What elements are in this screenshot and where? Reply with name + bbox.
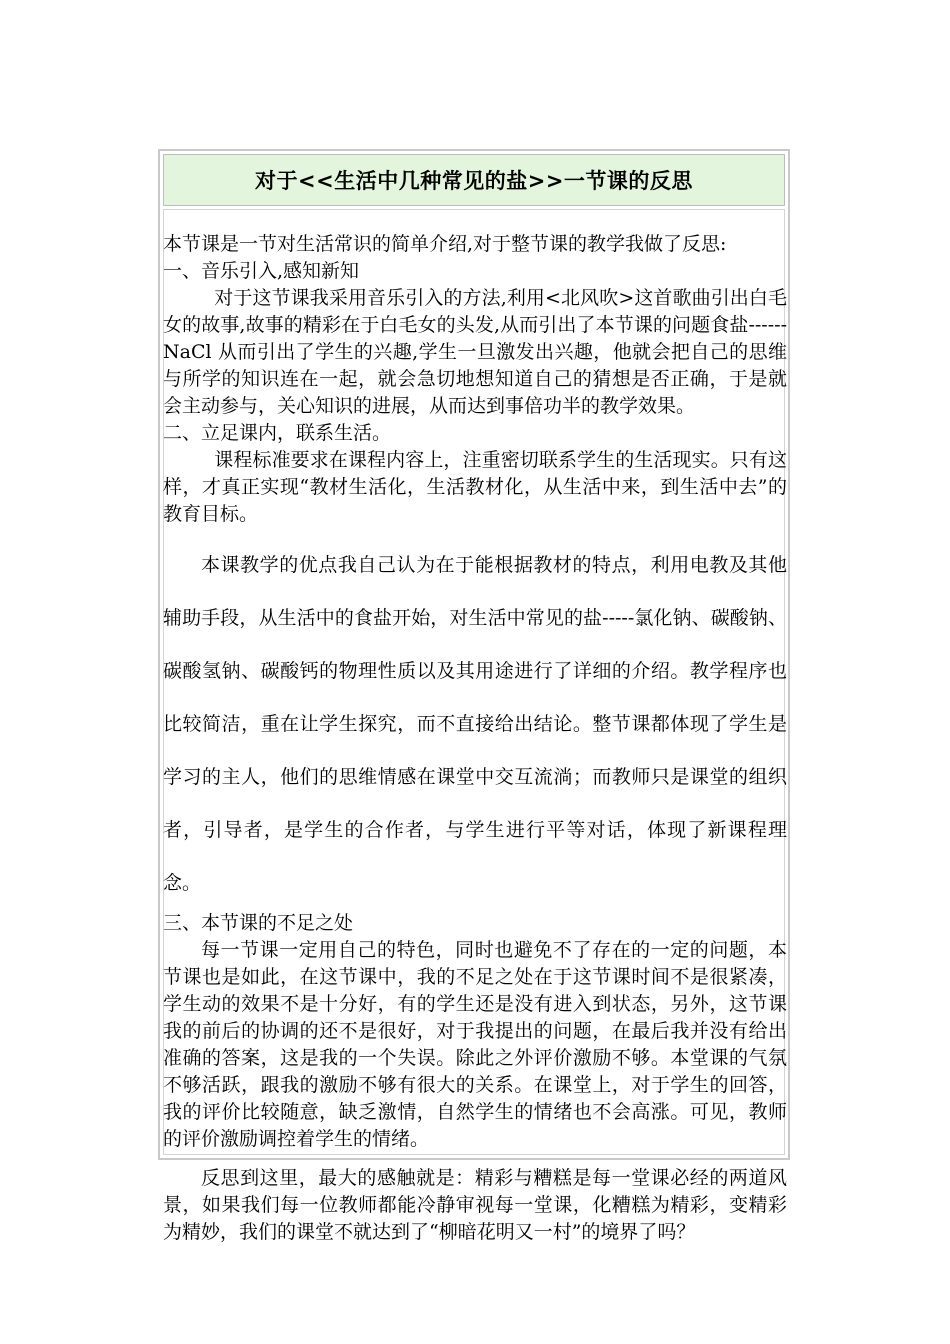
article-body	[163, 231, 787, 1246]
section-1-paragraph-1: 对于这节课我采用音乐引入的方法,利用<北风吹>这首歌曲引出白毛女的故事,故事的精彩在于白毛女的头发,从而引出了本节课的问题食盐------NaCl 从而引出了学生的兴趣,学生一旦激发出兴趣，他就会把自己的思维与所学的知识连在一起，就会急切地想知道自己的猜想是否正确，于是就会主动参与，关心知识的进展，从而达到事倍功半的教学效果。	[163, 287, 787, 417]
section-2-paragraph-2: 本课教学的优点我自己认为在于能根据教材的特点，利用电教及其他辅助手段，从生活中的食盐开始，对生活中常见的盐-----氯化钠、碳酸钠、碳酸氢钠、碳酸钙的物理性质以及其用途进行了详细的介绍。教学程序也比较简洁，重在让学生探究，而不直接给出结论。整节课都体现了学生是学习的主人，他们的思维情感在课堂中交互流淌；而教师只是课堂的组织者，引导者，是学生的合作者，与学生进行平等对话，体现了新课程理念。	[163, 554, 787, 894]
section-heading-2: 二、立足课内，联系生活。	[163, 422, 392, 444]
section-3-paragraph-1: 每一节课一定用自己的特色，同时也避免不了存在的一定的问题，本节课也是如此，在这节课中，我的不足之处在于这节课时间不是很紧凑，学生动的效果不是十分好，有的学生还是没有进入到状态，另外，这节课我的前后的协调的还不是很好，对于我提出的问题，在最后我并没有给出准确的答案，这是我的一个失误。除此之外评价激励不够。本堂课的气氛不够活跃，跟我的激励不够有很大的关系。在课堂上，对于学生的回答，我的评价比较随意，缺乏激情，自然学生的情绪也不会高涨。可见，教师的评价激励调控着学生的情绪。	[163, 939, 787, 1150]
intro-paragraph: 本节课是一节对生活常识的简单介绍,对于整节课的教学我做了反思:	[163, 233, 727, 255]
section-3-paragraph-2: 反思到这里，最大的感触就是：精彩与糟糕是每一堂课必经的两道风景，如果我们每一位教师都能冷静审视每一堂课，化糟糕为精彩，变精彩为精妙，我们的课堂不就达到了“柳暗花明又一村”的境界了吗？	[163, 1167, 787, 1243]
article-frame	[158, 149, 790, 1243]
page-title: 对于<<生活中几种常见的盐>>一节课的反思	[255, 169, 693, 193]
section-heading-1: 一、音乐引入,感知新知	[163, 260, 360, 282]
section-2-paragraph-1: 课程标准要求在课程内容上，注重密切联系学生的生活现实。只有这样，才真正实现“教材生活化，生活教材化，从生活中来，到生活中去”的教育目标。	[163, 449, 787, 525]
title-banner	[163, 154, 785, 206]
section-heading-3: 三、本节课的不足之处	[163, 912, 354, 934]
